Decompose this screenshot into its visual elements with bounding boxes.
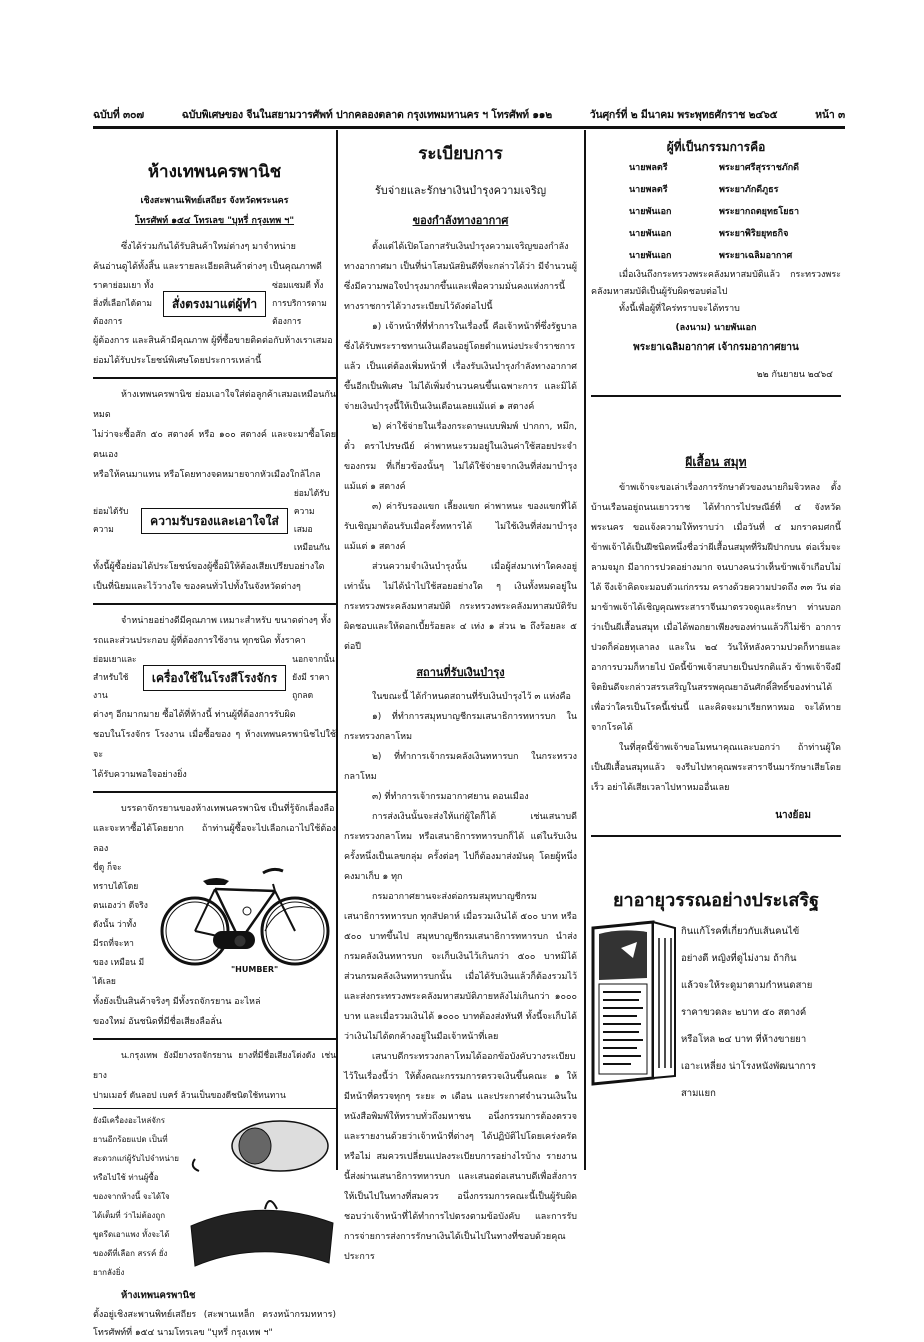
committee-rank: นายพลตรี xyxy=(629,185,668,195)
bike-line4: ของใหม่ อันชนิดที่มีชื่อเสียงลือลั่น xyxy=(93,1017,222,1027)
committee-name: พระยาศรีสุรราชภักดี xyxy=(719,163,800,173)
regulation-title: ระเบียบการ xyxy=(418,144,503,164)
tire-side-line: สะดวกแก่ผู้รับไปจำหน่าย xyxy=(93,1154,179,1163)
place-item: ๑) ที่ทำการสมุหบาญชีกรมเสนาธิการทหารบก ในกระทรวงกลาโหม xyxy=(344,712,577,742)
tire-illustration xyxy=(185,1111,336,1282)
signed-label: (ลงนาม) นายพันเอก xyxy=(675,323,757,333)
store-name: ห้างเทพนครพานิช xyxy=(147,162,282,182)
store-contact: โทรศัพท์ ๑๕๔ โทรเลข "บุหรี่ กรุงเทพ ฯ" xyxy=(134,216,295,226)
bike-side-line: ได้เลย xyxy=(93,977,116,987)
tire-side-line: ได้เต็มที่ ว่าไม่ต้องถูก xyxy=(93,1211,166,1220)
ad2-line3: หรือให้คนมาแทน หรือโดยทางจดหมายจากหัวเมืองใกล้ไกล xyxy=(93,470,321,480)
ad2-line2: ไม่ว่าจะซื้อสัก ๕๐ สตางค์ หรือ ๑๐๐ สตางค์ และจะมาซื้อโดยตนเอง xyxy=(93,430,336,460)
tire-side-line: ของดีที่เลือก สรรค์ ยั่ง xyxy=(93,1249,168,1258)
ad3-box-row xyxy=(93,651,336,705)
divider xyxy=(591,835,841,837)
place-item: ๒) ที่ทำการเจ้ากรมคลังเงินทหารบก ในกระทรวงกลาโหม xyxy=(344,752,577,782)
medicine-box-icon xyxy=(591,918,679,1088)
ad3-intro: จำหน่ายอย่างดีมีคุณภาพ เหมาะสำหรับ ขนาดต่างๆ ทั้ง xyxy=(121,616,332,626)
bike-side-line: ขี่ดู ก็จะ xyxy=(93,863,122,873)
bicycle-illustration xyxy=(155,859,336,992)
medicine-ad-line: สามแยก xyxy=(681,1088,716,1099)
ad-tires xyxy=(93,1046,336,1342)
ad3-line3: ต่างๆ อีกมากมาย ซื้อได้ที่ห้างนี้ ท่านผู้ที่ต้องการรับผิด xyxy=(93,710,296,720)
medicine-box-illustration xyxy=(591,918,681,1107)
tire-side-line: หรือไปใช้ ท่านผู้ซื้อ xyxy=(93,1173,159,1182)
section-title: สถานที่รับเงินบำรุง xyxy=(416,666,505,679)
bike-intro: บรรดาจักรยานของห้างเทพนครพานิช เป็นที่รู้จักเลื่องลือ xyxy=(121,804,335,814)
committee-note: เมื่อเงินถึงกระทรวงพระคลังมหาสมบัติแล้ว กระทรวงพระคลังมหาสมบัติเป็นผู้รับผิดชอบต่อไป xyxy=(591,270,841,297)
bike-brand: "HUMBER" xyxy=(231,965,279,974)
footer-store-name: ห้างเทพนครพานิช xyxy=(121,1290,196,1301)
regulation-subtitle: รับจ่ายและรักษาเงินบำรุงความเจริญ xyxy=(374,184,547,197)
ad3-left: ย่อมเยาและสำหรับใช้งาน xyxy=(93,655,137,701)
letter-signature: นางย้อม xyxy=(775,810,811,821)
ad2-intro: ห้างเทพนครพานิช ย่อมเอาใจใส่ต่อลูกค้าเสมอเหมือนกันหมด xyxy=(93,390,336,420)
paragraph: เสนาบดีกระทรวงกลาโหมได้ออกข้อบังคับวางระเบียบไว้ในเรื่องนี้ว่า ให้ตั้งคณะกรรมการตรวจเงินขึ้นคณะ ๑ ให้มีหน้าที่ตรวจทุกๆ ระยะ ๓ เดือน และประกาศจำนวนเงินในหนังสือพิมพ์ให้ทราบทั่วถึงมหาชน อนึ่งกรรมการต้องตรวจและรายงานด้วยว่าเจ้าหน้าที่ต่างๆ ได้ปฏิบัติไปโดยเคร่งครัดหรือไม่ สมควรเปลี่ยนแปลงระเบียบการอย่างไรบ้าง รายงานนี้ส่งผ่านเสนาธิการทหารบก และเสนอต่อเสนาบดีเพื่อสั่งการให้เป็นไปในทางที่สมควร อนึ่งกรรมการคณะนี้เป็นผู้รับผิดชอบว่าเจ้าหน้าที่ได้ทำการไปตรงตามข้อบังคับ และการรับการจ่ายการส่งการรักษาเงินได้เป็นไปในทางที่ชอบด้วยคุณประการ xyxy=(344,1052,577,1262)
tire-side-line: ของจากห้างนี้ จะได้ใจ xyxy=(93,1192,170,1201)
tire-side-line: ยานอีกร้อยแปด เป็นที่ xyxy=(93,1135,168,1144)
bike-side-line: ดังนั้น ว่าทั้ง xyxy=(93,920,137,930)
ad3-line2: รถและส่วนประกอบ ผู้ที่ต้องการใช้งาน ทุกชนิด ทั้งราคา xyxy=(93,636,306,646)
page-header xyxy=(93,102,845,126)
tire-icon xyxy=(185,1111,335,1281)
committee-rank: นายพันเอก xyxy=(629,207,672,217)
letter-title: ผีเสื้อน สมุท xyxy=(685,455,747,469)
ad2-box-row xyxy=(93,485,336,557)
footer-address: ตั้งอยู่เชิงสะพานพิทย์เสถียร (สะพานเหล็ก ตรงหน้ากรมทหาร) โทรศัพท์ที่ ๑๕๔ นามโทรเลข "บุหรี่ กรุงเทพ ฯ" xyxy=(93,1310,336,1338)
ad3-line5: ได้รับความพอใจอย่างยิ่ง xyxy=(93,770,187,780)
tire-side-line: ยากลังยิ่ง xyxy=(93,1268,125,1277)
ad2-right: ย่อมได้รับความ เสมอเหมือนกัน xyxy=(293,489,330,553)
bike-side-line: ตนเองว่า ดีจริง xyxy=(93,901,148,911)
medicine-ad-line: แล้วจะให้ระดูมาตามกำหนดสาย xyxy=(681,980,813,991)
paragraph: กรมอากาศยานจะส่งต่อกรมสมุหบาญชีกรมเสนาธิการทหารบก ทุกสัปดาห์ เมื่อรวมเงินได้ ๕๐๐ บาท หรือ ๕๐๐ บาทขึ้นไป สมุหบาญชีกรมเสนาธิการทหารบก นำส่งกรมคลังเงินทหารบก จะเก็บเงินไว้เกินกว่า ๕๐๐ บาทมิได้ ส่วนกรมคลังเงินทหารบกนั้น เมื่อได้รับเงินแล้วก็ต้องรวมไว้และส่งกระทรวงพระคลังมหาสมบัติภายหลังไม่เกินกว่า ๑๐๐๐ บาท และเมื่อรวมเงินได้ ๑๐๐๐ บาทต้องส่งทันที ทั้งนี้จะเก็บได้ว่าเงินไม่ได้ตกค้างอยู่ในมือเจ้าหน้าที่เลย xyxy=(344,892,577,1042)
medicine-ad-text xyxy=(681,918,841,1107)
paragraph: ๓) ค่ารับรองแขก เลี้ยงแขก ค่าพาหนะ ของแขกที่ได้รับเชิญมาต้อนรับเมื่อครั้งทหารได้ ไม่ใช้เงินที่ส่งมาบำรุงแม้แต่ ๑ สตางค์ xyxy=(344,502,577,552)
committee-list xyxy=(591,157,841,267)
regulation-subtitle-2: ของกำลังทางอากาศ xyxy=(412,214,509,227)
committee-title: ผู้ที่เป็นกรรมการคือ xyxy=(666,140,766,154)
issue-number: ฉบับที่ ๓๐๗ xyxy=(93,108,144,121)
tire-line2: ปามเมอร์ ดันลอป เบคร์ ล้วนเป็นของดีชนิดใช้ทนทาน xyxy=(93,1091,286,1101)
bike-side-line: ของ เหมือน มี xyxy=(93,958,145,968)
letter-paragraph: ในที่สุดนี้ข้าพเจ้าขอโมทนาคุณและบอกว่า ถ้าท่านผู้ใดเป็นฝีเสื้อนสมุทแล้ว จงรีบไปหาคุณพระสาราจีนมารักษาเสียโดยเร็ว อย่าได้เสียเวลาไปหาหมออื่นเลย xyxy=(591,743,841,793)
paragraph: การส่งเงินนั้นจะส่งให้แก่ผู้ใดก็ได้ เช่นเสนาบดีกระทรวงกลาโหม หรือเสนาธิการทหารบกก็ได้ แต่ในรับเงินครั้งหนึ่งเป็นเลขกลุ่ม ครั้งต่อๆ ไปก็ต้องมาส่งมันดุ โดยผู้หนึ่งคงมาเก็บ ๑ ทุก xyxy=(344,812,577,882)
bike-side-line: ทราบได้โดย xyxy=(93,882,139,892)
divider xyxy=(93,377,336,379)
ad2-line5: เป็นที่นิยมและไว้วางใจ ของคนทั่วไปทั้งในจังหวัดต่างๆ xyxy=(93,582,301,592)
divider xyxy=(93,1108,336,1109)
divider xyxy=(93,791,336,793)
ad-customer-care xyxy=(93,385,336,597)
ad-bicycle xyxy=(93,799,336,1032)
column-divider-2 xyxy=(584,130,586,1170)
committee-rank: นายพันเอก xyxy=(629,251,672,261)
paragraph: ส่วนความจำเงินบำรุงนั้น เมื่อผู้ส่งมาเท่าใดคงอยู่เท่านั้น ไม่ได้นำไปใช้สอยอย่างใด ๆ เงินทั้งหมดอยู่ในกระทรวงพระคลังมหาสมบัติ กระทรวงพระคลังมหาสมบัติรับผิดชอบและให้ดอกเบี้ยร้อยละ ๔ เท่ง ๑ ส่วน ๒ ถึงร้อยละ ๕ ต่อปี xyxy=(344,562,577,652)
tire-intro: น.กรุงเทพ ยังมียางรถจักรยาน ยางที่มีชื่อเสียงโด่งดัง เช่นยาง xyxy=(93,1051,336,1081)
sign-date: ๒๒ กันยายน ๒๔๖๔ xyxy=(756,370,833,380)
signer: พระยาเฉลิมอากาศ เจ้ากรมอากาศยาน xyxy=(633,342,799,353)
ad3-right: นอกจากนั้นยังมี ราคา ถูกลด xyxy=(292,655,335,701)
committee-name: พระยาเฉลิมอากาศ xyxy=(719,251,793,261)
ad1-boxed-headline: สั่งตรงมาแต่ผู้ทำ xyxy=(163,291,266,317)
tire-side-line: ขูดรีดเอาแพง ทั้งจะได้ xyxy=(93,1230,170,1239)
ad2-line4: ทั้งนี้ผู้ซื้อย่อมได้ประโยชน์ของผู้ซื้อมิให้ต้องเสียเปรียบอย่างใด xyxy=(93,562,325,572)
divider xyxy=(591,395,841,397)
committee-rank: นายพันเอก xyxy=(629,229,672,239)
medicine-ad-line: เอาะเหลี่ยง น่าโรงหนังพัฒนาการ xyxy=(681,1061,816,1072)
divider xyxy=(93,603,336,605)
committee-note-2: ทั้งนี้เพื่อผู้ที่ใคร่ทราบจะได้ทราบ xyxy=(619,304,740,314)
letter-paragraph: ข้าพเจ้าจะขอเล่าเรื่องการรักษาตัวของนายกิมจิวหลง ตั้งบ้านเรือนอยู่ถนนเยาวราช ได้ทำการไปรษณีย์ที่ ๔ จังหวัดพระนคร ขอแจ้งความให้ทราบว่า เมื่อวันที่ ๔ มกราคมศกนี้ ข้าพเจ้าได้เป็นฝีชนิดหนึ่งชื่อว่าผีเสื้อนสมุทที่ริมฝีปากบน ต่อเริ่มจะลามจมูก มีอาการปวดอย่างมาก จนบางคนว่าเห็นข้าพเจ้าเกือบไม่ได้ จึงเจ้าคิดจะมอบตัวแก่กรรม ครางด้วยความปวดถึง ๓๓ วัน ต่อมาข้าพเจ้าได้เชิญคุณพระสาราจีนมาตรวจดูและรักษา ท่านบอกว่าเป็นผีเสื้อนสมุท เมื่อได้พอกยาเพียงของท่านแล้วก็ไม่ช้า อาการปวดก็ค่อยทุเลาลง และใน ๒๔ วันให้หลังความปวดก็หายและอาการบวมก็หายไป บัดนี้ข้าพเจ้าสบายเป็นปรกติแล้ว ข้าพเจ้าจึงมีจิตยินดีจะกล่าวสรรเสริญในสรรพคุณยาอันศักดิ์สิทธิ์ของท่านได้ เพื่อว่าใครเป็นโรคนี้เช่นนี้ และคิดจะมาเรียกหาหมอ จะได้หายจากโรคได้ xyxy=(591,483,841,733)
bike-line3: ทั้งยังเป็นสินค้าจริงๆ มีทั้งรถจักรยาน อะไหล่ xyxy=(93,997,261,1007)
bike-side-text xyxy=(93,859,155,992)
tire-side-line: ยังมีเครื่องอะไหล่จักร xyxy=(93,1116,166,1125)
right-column xyxy=(587,132,845,1107)
ad1-line4: ย่อมได้รับประโยชน์พิเศษโดยประการเหล่านี้ xyxy=(93,356,262,366)
committee-name: พระยาภักดีภูธร xyxy=(719,185,779,195)
ad-machinery xyxy=(93,611,336,785)
paragraph: ๒) ค่าใช้จ่ายในเรื่องกระดาษแบบพิมพ์ ปากกา, หมึก, ตั๋ว ตราไปรษณีย์ ค่าพาหนะรวมอยู่ในเงินค่าใช้สอยประจำของกรม ที่เกี่ยวข้องนั้นๆ ไม่ได้ใช้จ่ายจากเงินที่ส่งมาบำรุงแม้แต่ ๑ สตางค์ xyxy=(344,422,577,492)
left-column xyxy=(93,132,336,1342)
committee-rank: นายพลตรี xyxy=(629,163,668,173)
ad3-line4: ชอบในโรงจักร โรงงาน เมื่อซื้อของ ๆ ห้างเทพนครพานิชไปใช้จะ xyxy=(93,730,336,760)
bike-line2: และจะหาซื้อได้โดยยาก ถ้าท่านผู้ซื้อจะไปเลือกเอาไปใช้ต้องลอง xyxy=(93,824,336,854)
page-number: หน้า ๓ xyxy=(815,108,845,121)
middle-column xyxy=(338,132,583,1267)
ad1-line3: ผู้ต้องการ และสินค้ามีคุณภาพ ผู้ที่ซื้อขายติดต่อกับห้างเราเสมอ xyxy=(93,336,333,346)
medicine-ad-line: ราคาขวดละ ๒บาท ๕๐ สตางค์ xyxy=(681,1007,807,1018)
divider xyxy=(93,1038,336,1040)
ad1-left: ราคาย่อมเยา ทั้งสิ่งที่เลือกได้ตามต้องการ xyxy=(93,281,154,327)
committee-name: พระยาพิริยยุทธกิจ xyxy=(719,229,789,239)
ad2-left: ย่อมได้รับความ xyxy=(93,507,129,535)
place-item: ๓) ที่ทำการเจ้ากรมอากาศยาน ดอนเมือง xyxy=(372,792,529,802)
ad3-boxed-headline: เครื่องใช้ในโรงสีโรงจักร xyxy=(143,665,286,691)
committee-name: พระยากถตยุทธโยธา xyxy=(719,207,800,217)
ad1-line2: ค้นอ่านดูได้ทั้งสิ้น และรายละเอียดสินค้าต่างๆ เป็นคุณภาพดี xyxy=(93,262,322,272)
ad1-box-row xyxy=(93,277,336,331)
medicine-ad-line: กินแก้โรคที่เกี่ยวกับเส้นคนไข้ xyxy=(681,926,800,937)
section-intro: ในขณะนี้ ได้กำหนดสถานที่รับเงินบำรุงไว้ ๓ แห่งคือ xyxy=(372,692,571,702)
ad-direct-import xyxy=(93,237,336,371)
bike-side-line: มีรถที่จะหา xyxy=(93,939,134,949)
medicine-ad-title: ยาอายุวรรณอย่างประเสริฐ xyxy=(612,890,819,911)
medicine-ad-line: อย่างดี หญิงที่ดูไม่งาม ถ้ากิน xyxy=(681,953,797,964)
paragraph: ตั้งแต่ได้เปิดโอกาสรับเงินบำรุงความเจริญของกำลังทางอากาศมา เป็นที่น่าโสมนัสยินดีที่จะกล่าวได้ว่า มีจำนวนผู้ซึ่งมีความพอใจบำรุงมากขึ้นและเพื่อความมั่นคงแห่งการนี้ ทางราชการได้วางระเบียบไว้ดังต่อไปนี้ xyxy=(344,242,577,312)
publication-date: วันศุกร์ที่ ๒ มีนาคม พระพุทธศักราช ๒๔๖๕ xyxy=(589,108,778,121)
paragraph: ๑) เจ้าหน้าที่ที่ทำการในเรื่องนี้ คือเจ้าหน้าที่ซึ่งรัฐบาลซึ่งได้รับพระราชทานเงินเดือนอยู่โดยตำแหน่งประจำราชการแล้ว เป็นแต่ต้องเพิ่มหน้าที่ เรื่องรับเงินบำรุงกำลังทางอากาศ ขึ้นอีกเป็นพิเศษ ไม่ได้เพิ่มจำนวนคนขึ้นเฉพาะการ และมิได้จ่ายเงินบำรุงนี้ให้เป็นเงินเดือนเลยแม้แต่ ๑ สตางค์ xyxy=(344,322,577,412)
ad1-intro: ซึ่งได้ร่วมกันได้รับสินค้าใหม่ต่างๆ มาจำหน่าย xyxy=(121,242,296,252)
medicine-ad-line: หรือโหล ๒๔ บาท ที่ห้างขายยา xyxy=(681,1034,807,1045)
header-divider xyxy=(93,126,845,129)
publisher-line: ฉบับพิเศษของ จีนในสยามวารศัพท์ ปากคลองตลาด กรุงเทพมหานคร ฯ โทรศัพท์ ๑๑๒ xyxy=(181,108,552,121)
store-address: เชิงสะพานเฟิทย์เสถียร จังหวัดพระนคร xyxy=(140,196,289,206)
tire-side-text xyxy=(93,1111,185,1282)
ad1-right: ซ่อมแซมดี ทั้งการบริการตามต้องการ xyxy=(272,281,327,327)
ad2-boxed-headline: ความรับรองและเอาใจใส่ xyxy=(141,508,288,534)
medicine-ad xyxy=(591,885,841,1107)
